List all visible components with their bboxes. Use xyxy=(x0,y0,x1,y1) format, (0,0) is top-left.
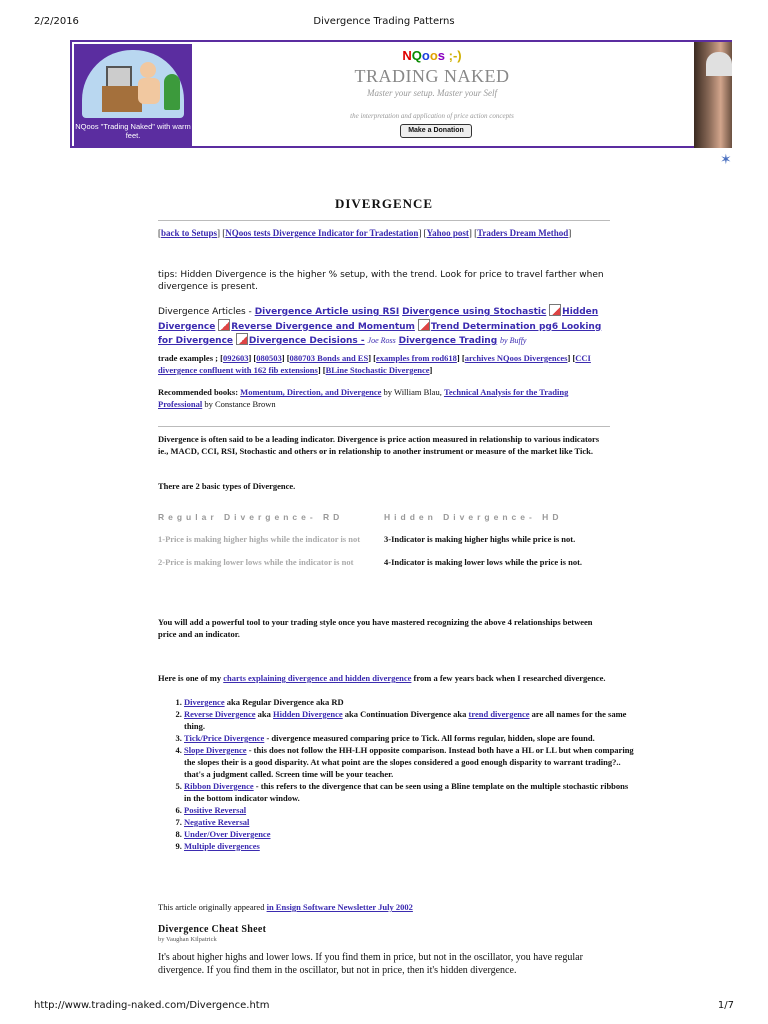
divider xyxy=(158,426,610,427)
link-yahoo-post[interactable]: Yahoo post xyxy=(426,228,469,238)
regular-rule-2: 2-Price is making lower lows while the indicator is not xyxy=(158,557,354,567)
print-url: http://www.trading-naked.com/Divergence.htm xyxy=(34,1000,270,1011)
link-positive-reversal[interactable]: Positive Reversal xyxy=(184,805,247,815)
pdf-icon xyxy=(549,304,561,316)
intro-paragraph: Divergence is often said to be a leading indicator. Divergence is price action measured in relationship to various indicators ie., MACD, CCI, RSI, Stochastic and others or in relationship to another instrument or measure of the market like Tick. xyxy=(158,434,600,456)
banner-cartoon-image[interactable] xyxy=(74,44,192,146)
link-ribbon-divergence[interactable]: Ribbon Divergence xyxy=(184,781,254,791)
link-divergence-trading[interactable]: Divergence Trading xyxy=(398,336,498,346)
computer-icon xyxy=(106,66,132,88)
make-donation-button[interactable]: Make a Donation xyxy=(400,124,472,138)
link-rsi-article[interactable]: Divergence Article using RSI xyxy=(254,307,400,317)
image-caption: NQoos "Trading Naked" with warm feet. xyxy=(75,122,191,140)
cheat-sheet-text: It's about higher highs and lower lows. If you find them in price, but not in the oscillator, you have regular divergence. If you find them in the oscillator, but not in price, then it's hidden divergence. xyxy=(158,952,583,976)
link-negative-reversal[interactable]: Negative Reversal xyxy=(184,817,250,827)
link-hidden-divergence[interactable]: Hidden Divergence xyxy=(158,307,599,332)
link-multiple-divergences[interactable]: Multiple divergences xyxy=(184,841,260,851)
list-item: 5. Ribbon Divergence - this refers to the divergence that can be seen using a Bline template on the multiple stochastic ribbons in the bottom indicator window. xyxy=(184,780,636,804)
print-header xyxy=(0,16,768,32)
regular-divergence-header: Regular Divergence- RD xyxy=(158,512,344,522)
link-trend-determination[interactable]: Trend Determination pg6 Looking for Divergence xyxy=(158,321,602,346)
list-item xyxy=(184,828,636,840)
charts-paragraph: Here is one of my charts explaining divergence and hidden divergence from a few years back when I researched divergence. xyxy=(158,673,606,683)
nav-links: [back to Setups] [NQoos tests Divergence Indicator for Tradestation] [Yahoo post] [Traders Dream Method] xyxy=(158,228,572,238)
plant-icon xyxy=(164,74,180,110)
link-trade-092603[interactable]: 092603 xyxy=(222,353,249,363)
tips-text: tips: Hidden Divergence is the higher % setup, with the trend. Look for price to travel farther when divergence is present. xyxy=(158,270,604,292)
pdf-icon xyxy=(236,333,248,345)
link-reverse-divergence[interactable]: Reverse Divergence and Momentum xyxy=(231,321,415,332)
print-title: Divergence Trading Patterns xyxy=(313,16,455,27)
link-book-momentum[interactable]: Momentum, Direction, and Divergence xyxy=(240,387,382,397)
divider xyxy=(158,220,610,221)
hidden-rule-3: 3-Indicator is making higher highs while price is not. xyxy=(384,534,576,544)
pdf-icon xyxy=(418,319,430,331)
site-title: TRADING NAKED xyxy=(354,66,510,86)
link-hidden-divergence-2[interactable]: Hidden Divergence xyxy=(273,709,343,719)
two-types-text: There are 2 basic types of Divergence. xyxy=(158,481,296,491)
link-tick-price-divergence[interactable]: Tick/Price Divergence xyxy=(184,733,265,743)
link-divergence-decisions[interactable]: Divergence Decisions - xyxy=(248,336,365,346)
list-item: 2. Reverse Divergence aka Hidden Divergence aka Continuation Divergence aka trend divergence are all names for the same thing. xyxy=(184,708,636,732)
print-date: 2/2/2016 xyxy=(34,16,79,27)
hidden-rule-4: 4-Indicator is making lower lows while the price is not. xyxy=(384,557,583,567)
brand-logo: NQoos ;-) xyxy=(402,48,462,63)
page-number: 1/7 xyxy=(717,1000,734,1011)
link-trade-080503[interactable]: 080503 xyxy=(256,353,282,363)
link-bline-stochastic[interactable]: BLine Stochastic Divergence xyxy=(325,365,430,375)
link-reverse-divergence-2[interactable]: Reverse Divergence xyxy=(184,709,256,719)
list-item: 3. Tick/Price Divergence - divergence measured comparing price to Tick. All forms regular, hidden, slope are found. xyxy=(184,732,636,744)
divergence-type-list xyxy=(158,696,636,852)
recommended-books: Recommended books: Momentum, Direction, and Divergence by William Blau, Technical Analysis for the Trading Professional by Constance Brown xyxy=(158,387,569,409)
list-item xyxy=(184,840,636,852)
link-charts-explaining[interactable]: charts explaining divergence and hidden divergence xyxy=(223,673,412,683)
link-rod618[interactable]: examples from rod618 xyxy=(376,353,457,363)
banner-subtitle: the interpretation and application of price action concepts xyxy=(350,112,514,120)
link-book-technical-analysis[interactable]: Technical Analysis for the Trading Professional xyxy=(158,387,569,409)
author-photo xyxy=(694,42,732,148)
list-item: 4. Slope Divergence - this does not follow the HH-LH opposite comparison. Instead both have a HL or LL but when comparing the slopes their is a good disparity. At what point are the slopes considered a good enough disparity to warrant trading?.. that's a judgment called. Screen time will be your teacher. xyxy=(184,744,636,780)
divergence-articles: Divergence Articles - Divergence Article using RSI Divergence using Stochastic Hidden Divergence Reverse Divergence and Momentum Trend Determination pg6 Looking for Divergence Divergence Decisions - Joe Ross Divergence Trading by Buffy xyxy=(158,304,610,348)
tagline: Master your setup. Master your Self xyxy=(367,88,497,98)
link-traders-dream[interactable]: Traders Dream Method xyxy=(477,228,569,238)
link-under-over-divergence[interactable]: Under/Over Divergence xyxy=(184,829,271,839)
pdf-icon xyxy=(218,319,230,331)
link-trade-080703[interactable]: 080703 Bonds and ES xyxy=(289,353,369,363)
link-cci-divergence[interactable]: CCI divergence confluent with 162 fib extensions xyxy=(158,353,591,375)
puzzle-icon: ✶ xyxy=(720,153,732,168)
link-nqoos-tests[interactable]: NQoos tests Divergence Indicator for Tradestation xyxy=(225,228,419,238)
list-item: 1. Divergence aka Regular Divergence aka RD xyxy=(184,696,636,708)
originally-appeared: This article originally appeared in Ensign Software Newsletter July 2002 xyxy=(158,902,413,912)
link-ensign-newsletter[interactable]: in Ensign Software Newsletter July 2002 xyxy=(266,902,413,912)
page-title: DIVERGENCE xyxy=(334,196,434,211)
regular-rule-1: 1-Price is making higher highs while the indicator is not xyxy=(158,534,361,544)
hidden-divergence-header: Hidden Divergence- HD xyxy=(384,512,563,522)
list-item xyxy=(184,804,636,816)
trade-examples: trade examples ; [092603] [080503] [080703 Bonds and ES] [examples from rod618] [archives NQoos Divergences] [CCI divergence confluent with 162 fib extensions] [BLine Stochastic Divergence] xyxy=(158,353,591,375)
list-item xyxy=(184,816,636,828)
cheat-sheet-title: Divergence Cheat Sheet xyxy=(158,924,267,935)
link-trend-divergence[interactable]: trend divergence xyxy=(468,709,530,719)
link-stochastic-article[interactable]: Divergence using Stochastic xyxy=(402,307,547,317)
powerful-tool-text: You will add a powerful tool to your trading style once you have mastered recognizing the above 4 relationships between price and an indicator. xyxy=(158,617,593,639)
site-banner xyxy=(70,40,732,148)
link-divergence[interactable]: Divergence xyxy=(184,697,225,707)
link-archives[interactable]: archives NQoos Divergences xyxy=(464,353,568,363)
cheat-sheet-byline: by Vaughan Kilpatrick xyxy=(158,936,217,943)
link-slope-divergence[interactable]: Slope Divergence xyxy=(184,745,247,755)
link-back-to-setups[interactable]: back to Setups xyxy=(161,228,218,238)
